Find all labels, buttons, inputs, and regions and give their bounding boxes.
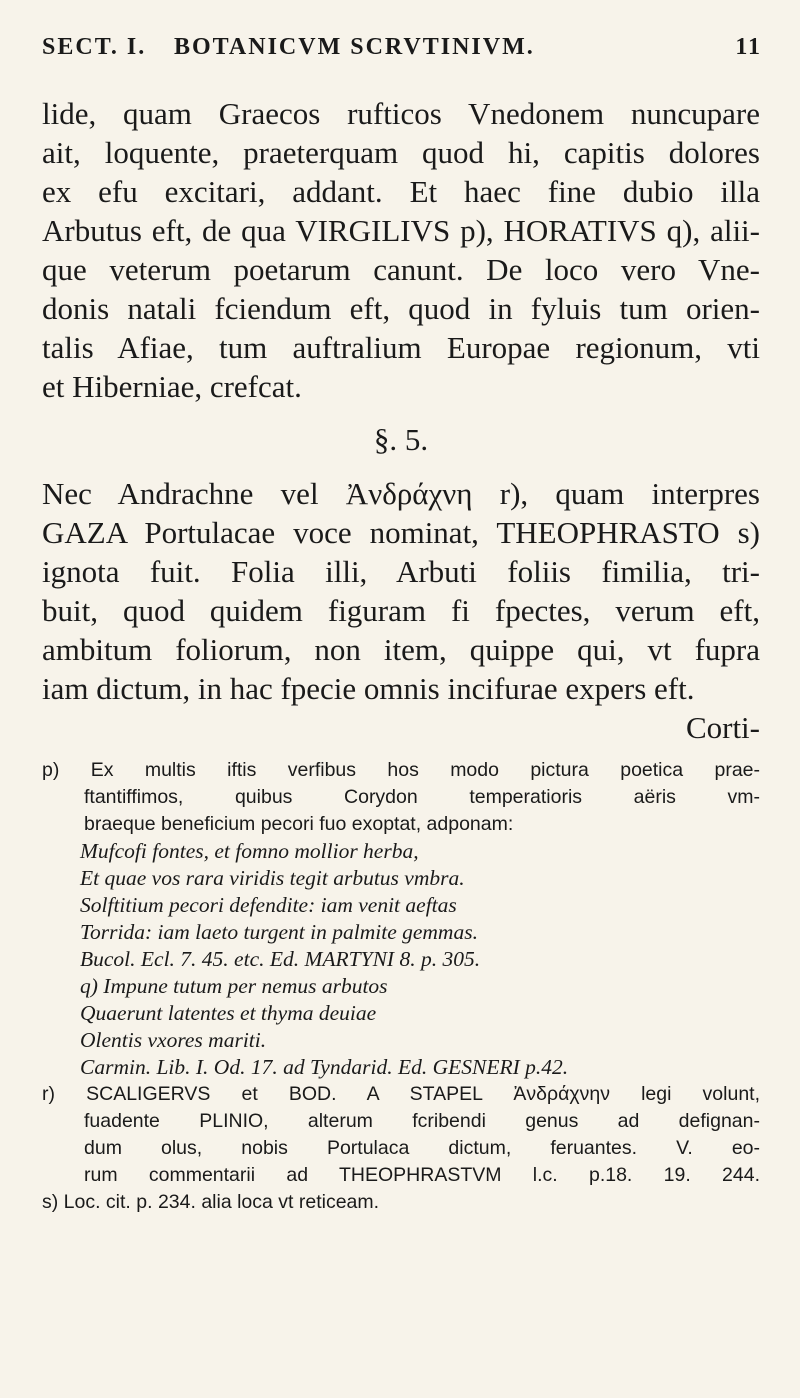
page-number: 11 bbox=[735, 34, 762, 60]
footnote-line: Torrida: iam laeto turgent in palmite gemmas. bbox=[80, 920, 478, 944]
footnote-line: s) Loc. cit. p. 234. alia loca vt reticeam. bbox=[42, 1191, 380, 1213]
footnote-line: Solftitium pecori defendite: iam venit aeftas bbox=[80, 893, 457, 917]
catchword: Corti- bbox=[685, 710, 760, 745]
footnote-line: Et quae vos rara viridis tegit arbutus vmbra. bbox=[80, 866, 465, 890]
footnote-line: braeque beneficium pecori fuo exoptat, adponam: bbox=[84, 813, 514, 835]
footnotes bbox=[42, 757, 760, 1216]
header-title: BOTANICVM SCRVTINIVM. bbox=[174, 34, 535, 60]
text-line: ait, loquente, praeterquam quod hi, capitis dolores bbox=[42, 135, 760, 170]
text-line: buit, quod quidem figuram fi fpectes, verum eft, bbox=[42, 593, 760, 628]
text-line: ex efu excitari, addant. Et haec fine dubio illa bbox=[42, 174, 760, 209]
footnote-line: r) SCALIGERVS et BOD. A STAPEL Ἀνδράχνην legi volunt, bbox=[42, 1083, 760, 1105]
text-line: Nec Andrachne vel Ἀνδράχνη r), quam interpres bbox=[42, 476, 760, 511]
text-line: que veterum poetarum canunt. De loco vero Vne- bbox=[42, 252, 760, 287]
text-line: ignota fuit. Folia illi, Arbuti foliis fimilia, tri- bbox=[42, 554, 760, 589]
text-line: GAZA Portulacae voce nominat, THEOPHRASTO s) bbox=[42, 515, 760, 550]
footnote-line: q) Impune tutum per nemus arbutos bbox=[80, 974, 388, 998]
footnote-line: Bucol. Ecl. 7. 45. etc. Ed. MARTYNI 8. p. 305. bbox=[80, 947, 481, 971]
footnote-line: ftantiffimos, quibus Corydon temperatioris aëris vm- bbox=[84, 786, 760, 808]
running-header bbox=[42, 26, 762, 66]
footnote-line: fuadente PLINIO, alterum fcribendi genus ad defignan- bbox=[84, 1110, 760, 1132]
footnote-line: Carmin. Lib. I. Od. 17. ad Tyndarid. Ed. GESNERI p.42. bbox=[80, 1055, 569, 1079]
footnote-line: Mufcofi fontes, et fomno mollior herba, bbox=[80, 839, 419, 863]
text-line: donis natali fciendum eft, quod in fyluis tum orien- bbox=[42, 291, 760, 326]
text-line: et Hiberniae, crefcat. bbox=[42, 369, 302, 404]
footnote-line: p) Ex multis iftis verfibus hos modo pictura poetica prae- bbox=[42, 759, 760, 781]
paragraph-1 bbox=[42, 94, 760, 406]
footnote-line: dum olus, nobis Portulaca dictum, feruantes. V. eo- bbox=[84, 1137, 760, 1159]
text-line: talis Afiae, tum auftralium Europae regionum, vti bbox=[42, 330, 760, 365]
text-line: ambitum foliorum, non item, quippe qui, vt fupra bbox=[42, 632, 760, 667]
main-text bbox=[42, 94, 760, 708]
section-mark: §. 5. bbox=[373, 422, 429, 457]
paragraph-2 bbox=[42, 474, 760, 708]
footnote-line: rum commentarii ad THEOPHRASTVM l.c. p.18. 19. 244. bbox=[84, 1164, 760, 1186]
footnote-line: Quaerunt latentes et thyma deuiae bbox=[80, 1001, 377, 1025]
text-line: iam dictum, in hac fpecie omnis incifurae expers eft. bbox=[42, 671, 695, 706]
text-line: Arbutus eft, de qua VIRGILIVS p), HORATIVS q), alii- bbox=[42, 213, 760, 248]
text-line: lide, quam Graecos rufticos Vnedonem nuncupare bbox=[42, 96, 760, 131]
header-section: SECT. I. bbox=[42, 34, 147, 60]
footnote-line: Olentis vxores mariti. bbox=[80, 1028, 267, 1052]
